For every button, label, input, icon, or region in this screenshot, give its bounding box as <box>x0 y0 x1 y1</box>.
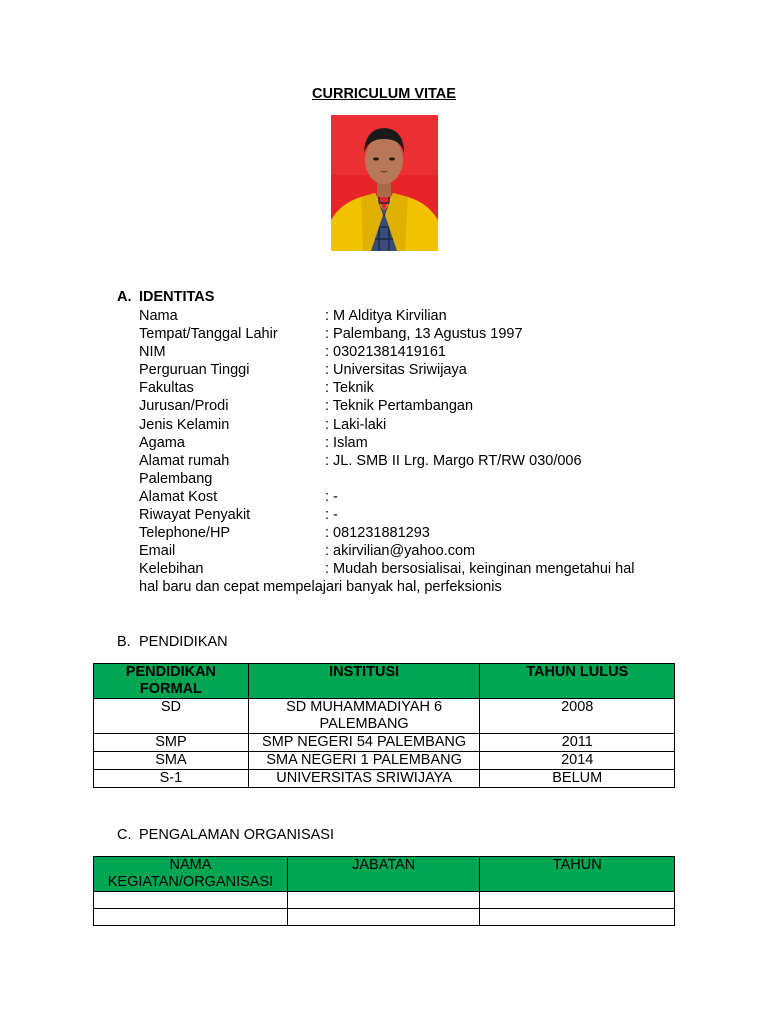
section-letter: A. <box>117 289 132 305</box>
table-row <box>94 752 675 770</box>
identity-value: : Universitas Sriwijaya <box>325 362 467 379</box>
table-cell <box>480 892 675 909</box>
identity-row <box>139 434 699 452</box>
column-header: NAMA KEGIATAN/ORGANISASI <box>94 857 288 892</box>
section-letter: B. <box>117 634 131 650</box>
table-cell <box>94 892 288 909</box>
section-title: PENDIDIKAN <box>139 634 228 650</box>
table-cell: BELUM <box>480 770 675 788</box>
identity-label: Palembang <box>139 470 213 487</box>
table-cell: 2008 <box>480 699 675 734</box>
table-row <box>94 699 675 734</box>
section-letter: C. <box>117 827 132 843</box>
column-header: PENDIDIKAN FORMAL <box>94 664 249 699</box>
identity-list <box>139 307 699 597</box>
identity-row <box>139 488 699 506</box>
identity-label: Telephone/HP <box>139 525 231 542</box>
identity-row <box>139 470 699 488</box>
identity-label: Alamat Kost <box>139 488 218 505</box>
section-identitas-heading <box>117 289 214 305</box>
identity-label: NIM <box>139 344 166 361</box>
identity-row <box>139 524 699 542</box>
identity-label: hal baru dan cepat mempelajari banyak hal, perfeksionis <box>139 579 502 596</box>
identity-row <box>139 307 699 325</box>
education-table <box>93 663 675 788</box>
table-cell <box>94 909 288 926</box>
identity-label: Tempat/Tanggal Lahir <box>139 326 278 343</box>
section-title: PENGALAMAN ORGANISASI <box>139 827 334 843</box>
table-header-row <box>94 664 675 699</box>
section-organisasi-heading <box>117 827 334 843</box>
identity-label: Riwayat Penyakit <box>139 507 251 524</box>
column-header: TAHUN <box>480 857 675 892</box>
identity-row <box>139 325 699 343</box>
identity-value: : Islam <box>325 434 368 451</box>
section-title: IDENTITAS <box>139 289 215 305</box>
identity-label: Agama <box>139 434 185 451</box>
identity-value: : Laki-laki <box>325 416 387 433</box>
table-cell <box>480 909 675 926</box>
person-photo-icon <box>331 115 438 251</box>
identity-value: : M Alditya Kirvilian <box>325 308 447 324</box>
identity-row <box>139 397 699 415</box>
identity-row <box>139 560 699 578</box>
identity-row <box>139 506 699 524</box>
table-cell: SD MUHAMMADIYAH 6 PALEMBANG <box>248 699 480 734</box>
table-cell <box>287 909 480 926</box>
identity-value: : - <box>325 488 338 505</box>
table-cell: SD <box>94 699 249 734</box>
table-row <box>94 892 675 909</box>
section-pendidikan-heading <box>117 634 228 650</box>
table-cell: UNIVERSITAS SRIWIJAYA <box>248 770 480 788</box>
identity-label: Kelebihan <box>139 561 204 578</box>
table-cell <box>287 892 480 909</box>
identity-value: : - <box>325 507 338 524</box>
identity-value: : Teknik <box>325 380 374 397</box>
table-cell: 2014 <box>480 752 675 770</box>
page-title: CURRICULUM VITAE <box>312 86 456 102</box>
table-cell: SMA <box>94 752 249 770</box>
identity-label: Alamat rumah <box>139 452 230 469</box>
table-row <box>94 909 675 926</box>
identity-value: : 081231881293 <box>325 525 430 542</box>
organization-table <box>93 856 675 926</box>
identity-row <box>139 578 699 596</box>
column-header: INSTITUSI <box>248 664 480 699</box>
table-cell: S-1 <box>94 770 249 788</box>
table-row <box>94 770 675 788</box>
identity-row <box>139 452 699 470</box>
identity-label: Fakultas <box>139 380 194 397</box>
identity-label: Perguruan Tinggi <box>139 362 250 379</box>
identity-value: : akirvilian@yahoo.com <box>325 543 476 560</box>
identity-value: : Palembang, 13 Agustus 1997 <box>325 326 523 343</box>
identity-value: : JL. SMB II Lrg. Margo RT/RW 030/006 <box>325 452 582 469</box>
identity-label: Jenis Kelamin <box>139 416 230 433</box>
identity-row <box>139 542 699 560</box>
identity-label: Nama <box>139 308 178 324</box>
table-cell: SMP NEGERI 54 PALEMBANG <box>248 734 480 752</box>
column-header: JABATAN <box>287 857 480 892</box>
identity-value: : 03021381419161 <box>325 344 446 361</box>
table-cell: SMA NEGERI 1 PALEMBANG <box>248 752 480 770</box>
identity-row <box>139 361 699 379</box>
table-header-row <box>94 857 675 892</box>
identity-label: Jurusan/Prodi <box>139 398 229 415</box>
table-cell: 2011 <box>480 734 675 752</box>
table-row <box>94 734 675 752</box>
identity-value: : Teknik Pertambangan <box>325 398 474 415</box>
identity-value: : Mudah bersosialisai, keinginan mengetahui hal <box>325 561 635 578</box>
identity-row <box>139 416 699 434</box>
table-cell: SMP <box>94 734 249 752</box>
identity-label: Email <box>139 543 176 560</box>
column-header: TAHUN LULUS <box>480 664 675 699</box>
identity-row <box>139 343 699 361</box>
identity-row <box>139 379 699 397</box>
